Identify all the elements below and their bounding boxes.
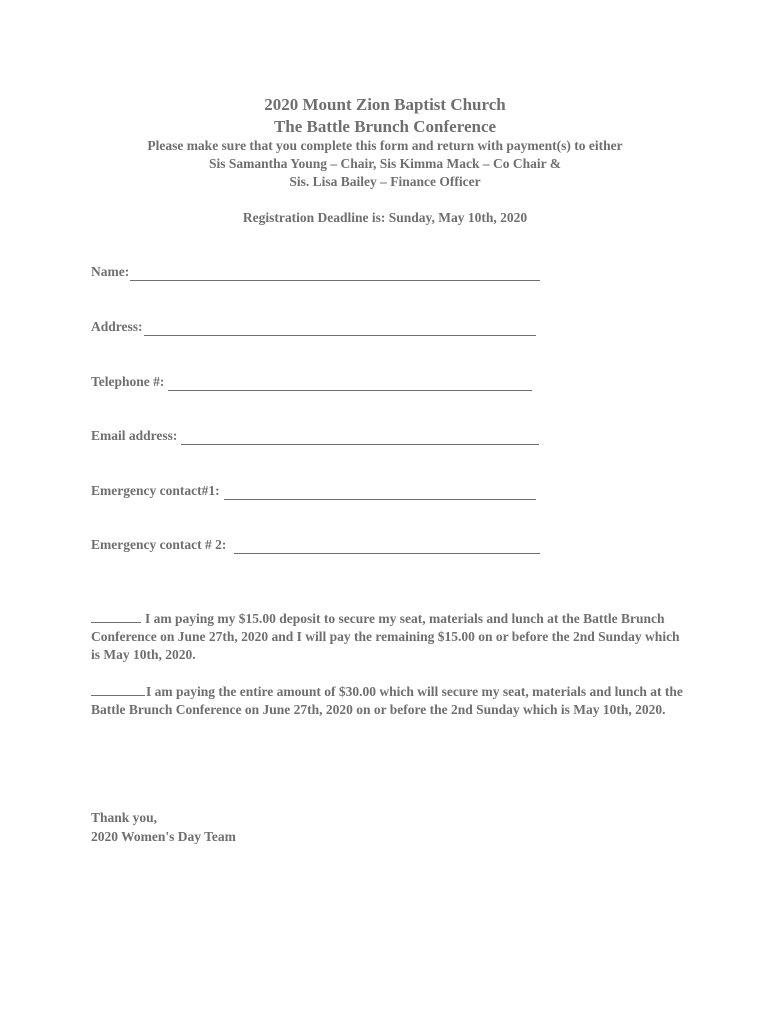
name-field[interactable] bbox=[91, 263, 540, 281]
emergency-contact-2-field[interactable] bbox=[91, 536, 540, 554]
document-subtitle: The Battle Brunch Conference bbox=[273, 117, 497, 136]
email-label: Email address: bbox=[91, 428, 178, 443]
address-field[interactable] bbox=[91, 318, 536, 336]
emergency-contact-2-input-line[interactable] bbox=[234, 539, 540, 554]
emergency-contact-1-label: Emergency contact#1: bbox=[91, 483, 220, 498]
emergency-contact-1-input-line[interactable] bbox=[224, 485, 536, 500]
full-payment-option-text: I am paying the entire amount of $30.00 which will secure my seat, materials and lunch at the Battle Brunch Conference on June 27th, 2020 on or before the 2nd Sunday which is May 10th, 2020. bbox=[91, 684, 683, 717]
telephone-label: Telephone #: bbox=[91, 374, 165, 389]
registration-deadline: Registration Deadline is: Sunday, May 10th, 2020 bbox=[242, 210, 528, 225]
instructions-line-1: Please make sure that you complete this form and return with payment(s) to either bbox=[147, 138, 623, 153]
closing-thanks: Thank you, bbox=[91, 810, 158, 825]
address-label: Address: bbox=[91, 319, 143, 334]
emergency-contact-2-label: Emergency contact # 2: bbox=[91, 537, 227, 552]
deposit-payment-option bbox=[91, 610, 691, 664]
instructions-line-2: Sis Samantha Young – Chair, Sis Kimma Mack – Co Chair & bbox=[208, 156, 562, 171]
full-payment-option-checkline[interactable] bbox=[91, 683, 145, 696]
deposit-option-text: I am paying my $15.00 deposit to secure my seat, materials and lunch at the Battle Brunch Conference on June 27th, 2020 and I will pay the remaining $15.00 on or before the 2nd Sunday which is May 10th, 2020. bbox=[91, 611, 680, 662]
telephone-field[interactable] bbox=[91, 373, 532, 391]
address-input-line[interactable] bbox=[144, 321, 536, 336]
instructions-line-3: Sis. Lisa Bailey – Finance Officer bbox=[289, 174, 481, 189]
emergency-contact-1-field[interactable] bbox=[91, 482, 536, 500]
closing-team: 2020 Women's Day Team bbox=[91, 829, 236, 844]
telephone-input-line[interactable] bbox=[168, 376, 532, 391]
name-label: Name: bbox=[91, 264, 130, 279]
deposit-option-checkline[interactable] bbox=[91, 610, 141, 623]
full-payment-option bbox=[91, 683, 691, 719]
document-title: 2020 Mount Zion Baptist Church bbox=[264, 95, 506, 114]
name-input-line[interactable] bbox=[130, 266, 540, 281]
email-field[interactable] bbox=[91, 427, 539, 445]
email-input-line[interactable] bbox=[181, 430, 539, 445]
